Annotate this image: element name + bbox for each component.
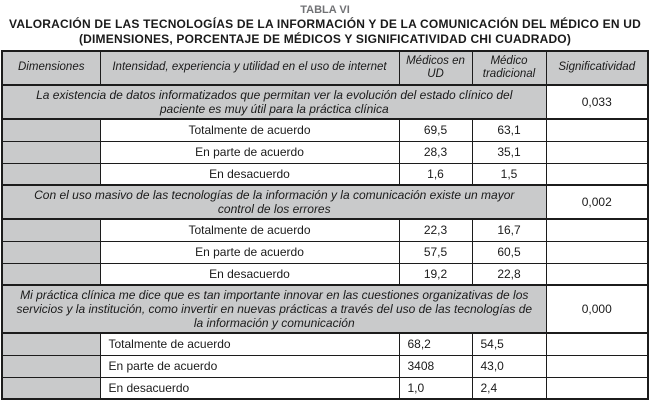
data-row [2,241,648,263]
value-medicos-ud-cell: 19,2 [399,263,472,285]
value-medicos-ud-cell: 22,3 [399,219,472,241]
answer-label-cell: En parte de acuerdo [100,141,399,163]
statement-row-2 [2,185,648,219]
empty-significance-cell [546,355,648,377]
data-row [2,163,648,185]
column-header-significatividad: Significatividad [546,51,648,85]
value-medico-tradicional-cell: 22,8 [472,263,546,285]
answer-label-cell: En desacuerdo [100,377,399,399]
dimension-spacer-cell [2,377,100,399]
value-medico-tradicional-cell: 54,5 [472,333,546,355]
statement-text: Mi práctica clínica me dice que es tan importante innovar en las cuestiones organizativas de los servicios y la institución, como invertir en nuevas prácticas a través del uso de las tecnologías de la información y comunicación [2,285,546,333]
value-medico-tradicional-cell: 16,7 [472,219,546,241]
answer-label-cell: Totalmente de acuerdo [100,119,399,141]
table-title-line1: VALORACIÓN DE LAS TECNOLOGÍAS DE LA INFORMACIÓN Y DE LA COMUNICACIÓN DEL MÉDICO EN UD [9,17,641,31]
value-medico-tradicional-cell: 35,1 [472,141,546,163]
data-row [2,377,648,399]
dimension-spacer-cell [2,163,100,185]
data-row [2,333,648,355]
column-header-dimensiones: Dimensiones [2,51,100,85]
statement-text: La existencia de datos informatizados que permitan ver la evolución del estado clínico del paciente es muy útil para la práctica clínica [2,85,546,119]
value-medico-tradicional-cell: 1,5 [472,163,546,185]
dimension-spacer-cell [2,119,100,141]
value-medico-tradicional-cell: 63,1 [472,119,546,141]
value-medico-tradicional-cell: 60,5 [472,241,546,263]
significance-value: 0,000 [546,285,648,333]
value-medicos-ud-cell: 3408 [399,355,472,377]
dimension-spacer-cell [2,333,100,355]
dimension-spacer-cell [2,141,100,163]
value-medicos-ud-cell: 68,2 [399,333,472,355]
header-row [2,51,648,85]
column-header-medicos-ud: Médicos en UD [399,51,472,85]
answer-label-cell: Totalmente de acuerdo [100,333,399,355]
dimension-spacer-cell [2,355,100,377]
table-caption [0,0,650,46]
answer-label-cell: Totalmente de acuerdo [100,219,399,241]
empty-significance-cell [546,119,648,141]
value-medico-tradicional-cell: 43,0 [472,355,546,377]
dimension-spacer-cell [2,219,100,241]
answer-label-cell: En desacuerdo [100,163,399,185]
data-row [2,355,648,377]
empty-significance-cell [546,333,648,355]
data-row [2,219,648,241]
statement-text: Con el uso masivo de las tecnologías de la información y la comunicación existe un mayor control de los errores [2,185,546,219]
empty-significance-cell [546,377,648,399]
data-row [2,263,648,285]
dimension-spacer-cell [2,263,100,285]
empty-significance-cell [546,263,648,285]
value-medico-tradicional-cell: 2,4 [472,377,546,399]
table-number: TABLA VI [300,4,350,16]
empty-significance-cell [546,141,648,163]
answer-label-cell: En desacuerdo [100,263,399,285]
empty-significance-cell [546,163,648,185]
significance-value: 0,033 [546,85,648,119]
answer-label-cell: En parte de acuerdo [100,241,399,263]
empty-significance-cell [546,241,648,263]
answer-label-cell: En parte de acuerdo [100,355,399,377]
significance-value: 0,002 [546,185,648,219]
value-medicos-ud-cell: 1,0 [399,377,472,399]
statement-row-3 [2,285,648,333]
value-medicos-ud-cell: 69,5 [399,119,472,141]
empty-significance-cell [546,219,648,241]
column-header-intensidad: Intensidad, experiencia y utilidad en el uso de internet [100,51,399,85]
dimension-spacer-cell [2,241,100,263]
table-title-line2: (DIMENSIONES, PORCENTAJE DE MÉDICOS Y SIGNIFICATIVIDAD CHI CUADRADO) [78,31,572,46]
value-medicos-ud-cell: 28,3 [399,141,472,163]
column-header-medico-tradicional: Médico tradicional [472,51,546,85]
value-medicos-ud-cell: 1,6 [399,163,472,185]
statement-row-1 [2,85,648,119]
value-medicos-ud-cell: 57,5 [399,241,472,263]
data-row [2,141,648,163]
data-row [2,119,648,141]
valuation-table [1,50,649,400]
